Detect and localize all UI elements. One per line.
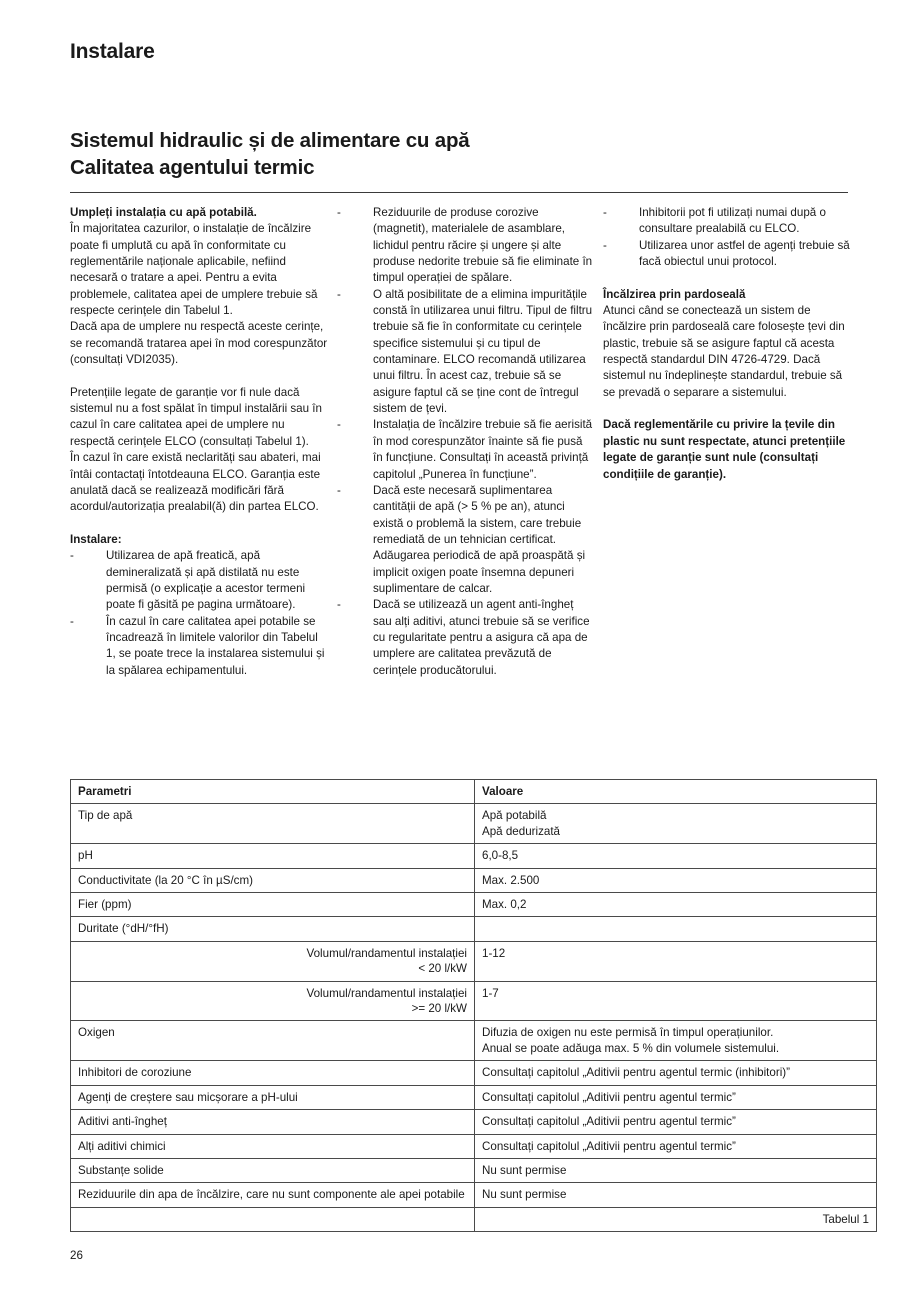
cell-value: Max. 2.500 [475, 868, 877, 892]
list-item [337, 287, 595, 418]
cell-value: Consultați capitolul „Aditivii pentru agentul termic” [475, 1085, 877, 1109]
paragraph-gap [70, 368, 328, 384]
cell-parameter: Reziduurile din apa de încălzire, care nu sunt componente ale apei potabile [71, 1183, 475, 1207]
dash-bullet-icon: - [603, 238, 607, 252]
subheading-incalzire-pardoseala: Încălzirea prin pardoseală [603, 287, 746, 301]
list-item [337, 417, 595, 482]
list-item-text: În cazul în care calitatea apei potabile se încadrează în limitele valorilor din Tabelul 1, se poate trece la instalarea sistemului și la spălarea echipamentului. [106, 614, 325, 677]
cell-parameter: Alți aditivi chimici [71, 1134, 475, 1158]
table-row [71, 1183, 877, 1207]
text-column-3 [603, 205, 853, 483]
paragraph-gap [603, 270, 853, 286]
text-column-2 [337, 205, 595, 679]
section-title-line-1: Sistemul hidraulic și de alimentare cu apă [70, 129, 470, 152]
paragraph-gap [70, 516, 328, 532]
list-item [70, 548, 328, 613]
cell-value: Max. 0,2 [475, 893, 877, 917]
cell-parameter: Aditivi anti-îngheț [71, 1110, 475, 1134]
table-row [71, 1110, 877, 1134]
paragraph-1: În majoritatea cazurilor, o instalație de încălzire poate fi umplută cu apă în conformitate cu reglementările naționale aplicabile, nefiind necesară o tratare a apei. Pentru a evita problemele, calitatea apei de umplere trebuie să respecte cerințele din Tabelul 1. [70, 222, 318, 318]
table-caption-row [71, 1207, 877, 1231]
dash-list-column-2 [337, 205, 595, 679]
list-item-text: Reziduurile de produse corozive (magnetit), materialele de asamblare, lichidul pentru răcire și ungere și alte produse nedorite trebuie să fie eliminate în timpul operației de spălare. [373, 206, 593, 285]
paragraph-3: Pretențiile legate de garanție vor fi nule dacă sistemul nu a fost spălat în timpul instalării sau în cazul în care calitatea apei de umplere nu respectă cerințele ELCO (consultați Tabelul 1). [70, 385, 322, 448]
cell-empty [71, 1207, 475, 1231]
page-title [70, 127, 860, 181]
dash-bullet-icon: - [337, 287, 341, 301]
column-header-valoare: Valoare [475, 780, 877, 804]
list-item-text: Inhibitorii pot fi utilizați numai după o consultare prealabilă cu ELCO. [639, 206, 826, 236]
cell-parameter: Substanțe solide [71, 1158, 475, 1182]
table-row [71, 1021, 877, 1061]
subheading-instalare: Instalare: [70, 532, 122, 546]
table-header-row [71, 780, 877, 804]
dash-bullet-icon: - [603, 206, 607, 219]
cell-parameter: Oxigen [71, 1021, 475, 1061]
dash-list-column-3 [603, 205, 853, 270]
cell-parameter: pH [71, 844, 475, 868]
dash-bullet-icon: - [70, 549, 74, 563]
cell-value: Nu sunt permise [475, 1183, 877, 1207]
table-body [71, 804, 877, 1232]
paragraph-4: În cazul în care există neclarități sau abateri, mai întâi contactați întotdeauna ELCO. Garanția este anulată dacă se realizează modificări fără acordul/autorizația prealabil(ă) din partea ELCO. [70, 451, 321, 514]
text-column-1 [70, 205, 328, 679]
table-row [71, 868, 877, 892]
cell-value: Nu sunt permise [475, 1158, 877, 1182]
parameters-table [70, 779, 877, 1232]
paragraph-1: Atunci când se conectează un sistem de încălzire prin pardoseală care folosește țevi din plastic, trebuie să se asigure faptul că acesta respectă standardul DIN 4726-4729. Dacă sistemul nu îndeplinește standardul, trebuie să se prevadă o separare a sistemului. [603, 304, 845, 399]
paragraph-intro-bold: Umpleți instalația cu apă potabilă. [70, 206, 257, 219]
dash-bullet-icon: - [337, 418, 341, 432]
page-number: 26 [70, 1249, 83, 1262]
table-row [71, 844, 877, 868]
table-row [71, 1158, 877, 1182]
dash-bullet-icon: - [337, 483, 341, 497]
cell-parameter: Volumul/randamentul instalației < 20 l/kW [71, 941, 475, 981]
table-caption: Tabelul 1 [475, 1207, 877, 1231]
list-item [337, 205, 595, 287]
table-row [71, 1134, 877, 1158]
cell-parameter: Agenți de creștere sau micșorare a pH-ului [71, 1085, 475, 1109]
cell-value: 6,0-8,5 [475, 844, 877, 868]
chapter-title: Instalare [70, 40, 155, 63]
dash-bullet-icon: - [337, 598, 341, 612]
cell-value: Consultați capitolul „Aditivii pentru agentul termic (inhibitori)” [475, 1061, 877, 1085]
list-item-text: Instalația de încălzire trebuie să fie aerisită în mod corespunzător înainte să fie pusă în funcțiune. Consultați în această privință capitolul „Punerea în funcțiune”. [373, 418, 593, 481]
table-row [71, 981, 877, 1021]
dash-bullet-icon: - [70, 614, 74, 628]
list-item-text: Utilizarea unor astfel de agenți trebuie să facă obiectul unui protocol. [639, 238, 850, 269]
paragraph-warning-bold: Dacă reglementările cu privire la țevile din plastic nu sunt respectate, atunci pretențiile legate de garanție sunt nule (consultați condițiile de garanție). [603, 418, 846, 481]
cell-value: 1-7 [475, 981, 877, 1021]
list-item [70, 614, 328, 679]
table-row [71, 893, 877, 917]
list-item-text: Dacă este necesară suplimentarea cantității de apă (> 5 % pe an), atunci există o problemă la sistem, care trebuie remediată de un tehnician certificat. Adăugarea periodică de apă proaspătă și implicit oxigen poate însemna depuneri suplimentare de calcar. [373, 483, 586, 595]
cell-value: Consultați capitolul „Aditivii pentru agentul termic” [475, 1134, 877, 1158]
table-row [71, 917, 877, 941]
dash-list-column-1 [70, 548, 328, 679]
list-item [603, 238, 853, 271]
cell-parameter: Duritate (°dH/°fH) [71, 917, 475, 941]
cell-value [475, 917, 877, 941]
cell-parameter: Conductivitate (la 20 °C în µS/cm) [71, 868, 475, 892]
cell-value: Apă potabilă Apă dedurizată [475, 804, 877, 844]
cell-parameter: Volumul/randamentul instalației >= 20 l/kW [71, 981, 475, 1021]
dash-bullet-icon: - [337, 206, 341, 219]
list-item [337, 597, 595, 679]
table-row [71, 1085, 877, 1109]
cell-value: 1-12 [475, 941, 877, 981]
section-title-line-2: Calitatea agentului termic [70, 156, 315, 179]
list-item-text: Utilizarea de apă freatică, apă demineralizată și apă distilată nu este permisă (o explicație a acestor termeni poate fi găsită pe pagina următoare). [106, 549, 306, 612]
paragraph-gap [603, 401, 853, 417]
list-item [337, 483, 595, 597]
table-row [71, 804, 877, 844]
cell-value: Difuzia de oxigen nu este permisă în timpul operațiunilor. Anual se poate adăuga max. 5 % din volumele sistemului. [475, 1021, 877, 1061]
list-item-text: Dacă se utilizează un agent anti-îngheț sau alți aditivi, atunci trebuie să se verifice cu regularitate pentru a asigura că apa de umplere are calitatea prevăzută de cerințele producătorului. [373, 598, 590, 677]
column-header-parametri: Parametri [71, 780, 475, 804]
paragraph-2: Dacă apa de umplere nu respectă aceste cerințe, se recomandă tratarea apei în mod corespunzător (consultați VDI2035). [70, 320, 328, 367]
cell-value: Consultați capitolul „Aditivii pentru agentul termic” [475, 1110, 877, 1134]
table-row [71, 941, 877, 981]
title-divider [70, 192, 848, 193]
list-item-text: O altă posibilitate de a elimina impuritățile constă în utilizarea unui filtru. Tipul de filtru trebuie să fie în conformitate cu cerințele specifice sistemului și cu tipul de contaminare. ELCO recomandă utilizarea unui filtru. În acest caz, trebuie să se asigure faptul că se ține cont de întregul sistem de țevi. [373, 287, 593, 416]
cell-parameter: Tip de apă [71, 804, 475, 844]
list-item [603, 205, 853, 238]
table-row [71, 1061, 877, 1085]
cell-parameter: Fier (ppm) [71, 893, 475, 917]
cell-parameter: Inhibitori de coroziune [71, 1061, 475, 1085]
